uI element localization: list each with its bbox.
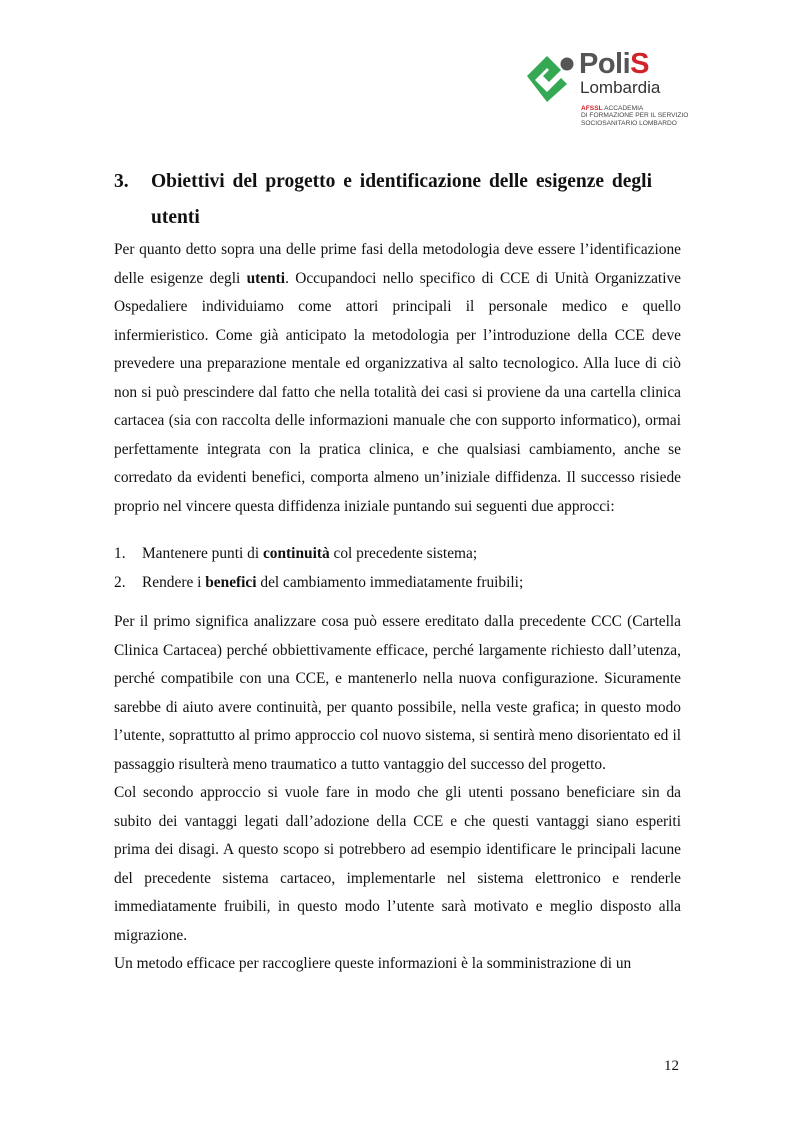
list-item-number: 2. <box>114 573 126 591</box>
logo-brand: PoliS <box>579 48 650 80</box>
list-item-number: 1. <box>114 545 126 562</box>
paragraph-second-approach: Col secondo approccio si vuole fare in modo che gli utenti possano beneficiare sin da subito dei vantaggi legati dall’adozione della CCE e che questi vantaggi siano esperiti prima dei disagi. A questo scopo si potrebbero ad esempio identificare le principali lacune del precedente sistema cartaceo, implementarle nel sistema elettronico e renderle immediatamente fruibili, in questo modo l’utente sarà motivato e meglio disposto alla migrazione. <box>114 784 681 944</box>
approach-list <box>114 540 681 597</box>
polis-lombardia-logo <box>527 48 697 136</box>
logo-tagline: AFSSL ACCADEMIA DI FORMAZIONE PER IL SERVIZIO SOCIOSANITARIO LOMBARDO <box>581 105 689 127</box>
body-text <box>114 608 681 979</box>
section-number: 3. <box>114 171 129 192</box>
bold-term-utenti: utenti <box>246 269 286 287</box>
page-number: 12 <box>664 1058 679 1074</box>
list-item: 1. Mantenere punti di continuità col precedente sistema; <box>114 540 681 569</box>
intro-paragraph: Per quanto detto sopra una delle prime fasi della metodologia deve essere l’identificazione delle esigenze degli utenti. Occupandoci nello specifico di CCE di Unità Organizzative Ospedaliere individuiamo come attori principali il personale medico e quello infermieristico. Come già anticipato la metodologia per l’introduzione della CCE deve prevedere una preparazione mentale ed organizzativa al salto tecnologico. Alla luce di ciò non si può prescindere dal fatto che nella totalità dei casi si proviene da una cartella clinica cartacea (sia con raccolta delle informazioni manuale che con supporto informatico), ormai perfettamente integrata con la pratica clinica, e che qualsiasi cambiamento, anche se corredato da evidenti benefici, comporta almeno un’iniziale diffidenza. Il successo risiede proprio nel vincere questa diffidenza iniziale puntando sui seguenti due approcci: <box>114 241 681 515</box>
section-heading <box>114 164 694 236</box>
paragraph-first-approach: Per il primo significa analizzare cosa può essere ereditato dalla precedente CCC (Cartella Clinica Cartacea) perché obbiettivamente efficace, perché largamente richiesto dall’utenza, perché compatibile con una CCE, e mantenerlo nella nuova configurazione. Sicuramente sarebbe di aiuto avere continuità, per quanto possibile, nella veste grafica; in questo modo l’utente, soprattutto al primo approccio col nuovo sistema, si sentirà meno disorientato ed il passaggio risulterà meno traumatico a tutto vantaggio del successo del progetto. <box>114 613 681 773</box>
paragraph-method: Un metodo efficace per raccogliere queste informazioni è la somministrazione di un <box>114 955 632 972</box>
polis-logo-mark-icon <box>527 56 575 102</box>
list-item: 2. Rendere i benefici del cambiamento immediatamente fruibili; <box>114 569 681 598</box>
logo-region: Lombardia <box>580 78 661 97</box>
section-title: Obiettivi del progetto e identificazione delle esigenze degli utenti <box>151 171 653 228</box>
